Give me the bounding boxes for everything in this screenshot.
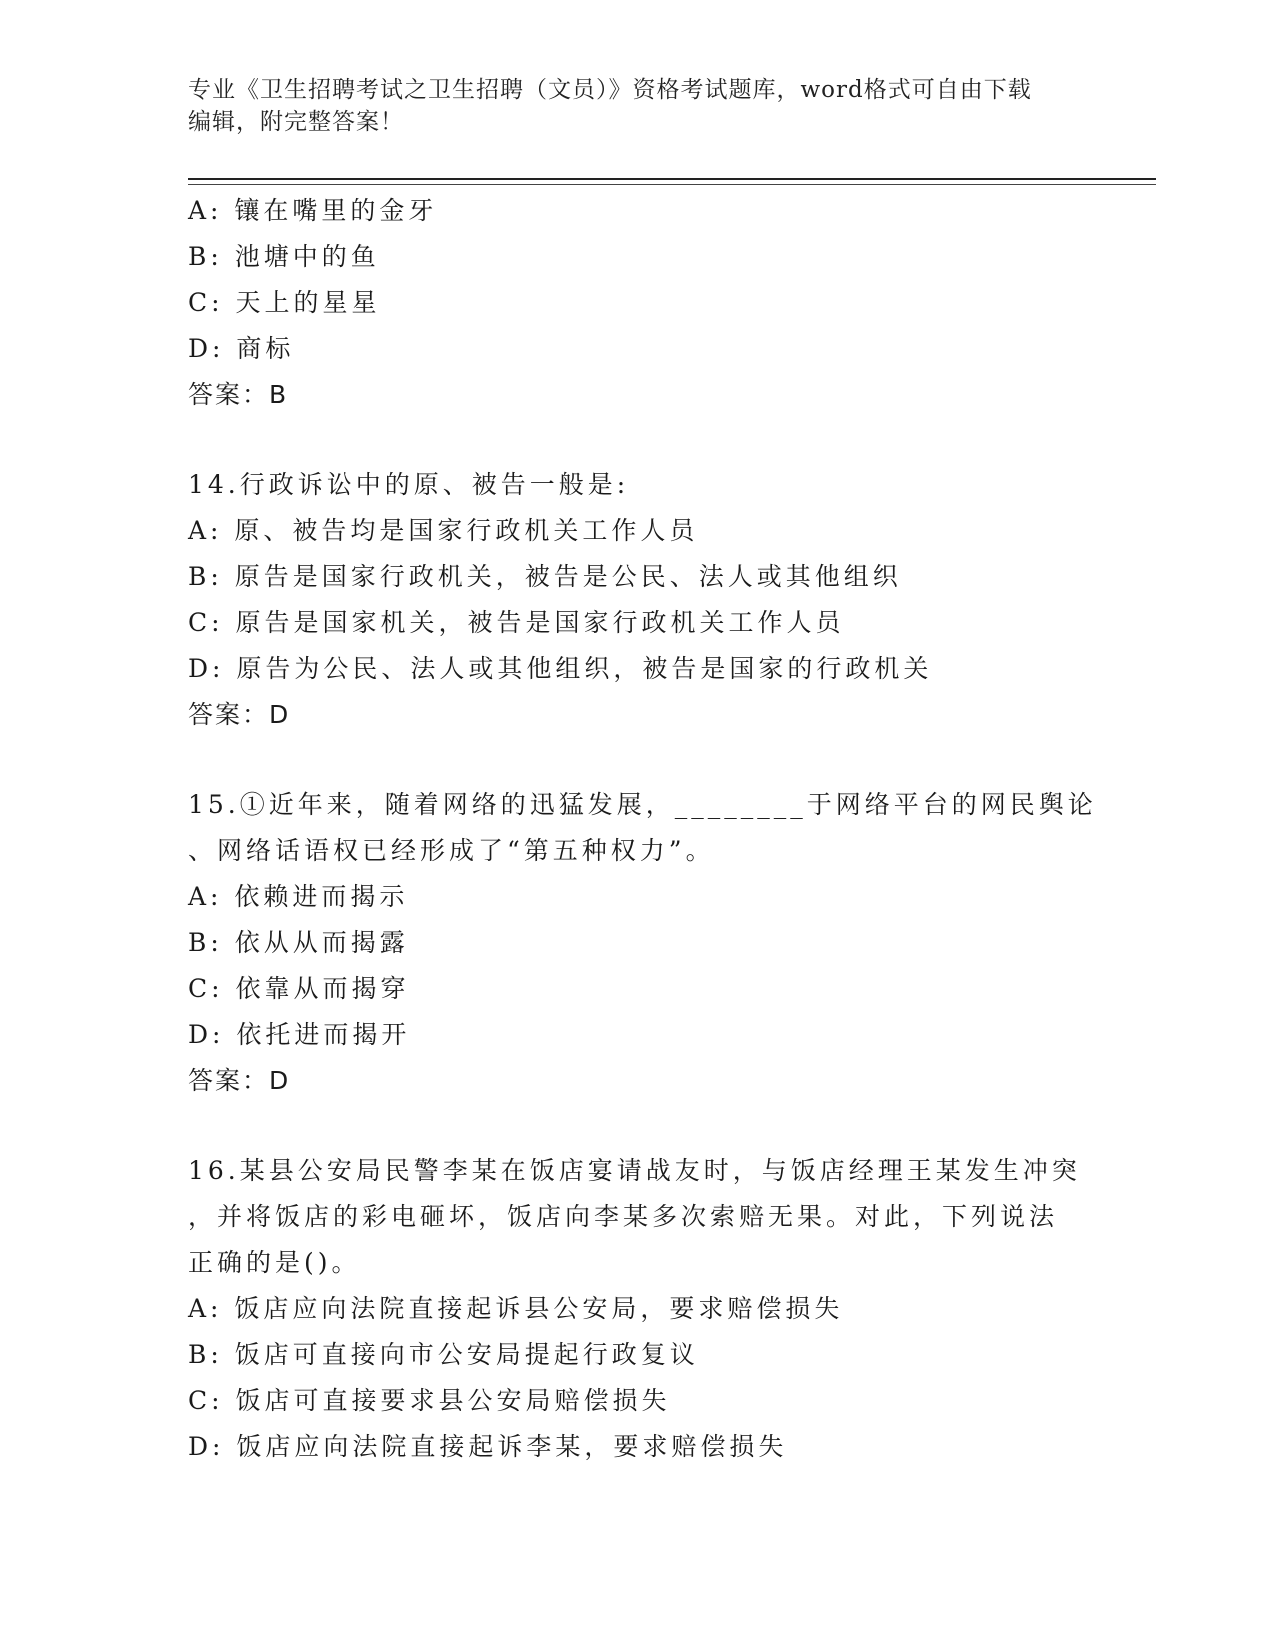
option-d: D: 商标 <box>188 334 295 363</box>
question-stem-line: 正确的是()。 <box>188 1248 361 1277</box>
answer-label: 答案：B <box>188 380 289 409</box>
option-d: D: 饭店应向法院直接起诉李某，要求赔偿损失 <box>188 1432 788 1461</box>
question-stem <box>188 462 1088 508</box>
question-stem-line: 14.行政诉讼中的原、被告一般是: <box>188 470 630 499</box>
question-13-continued <box>188 188 1088 418</box>
option-b: B: 池塘中的鱼 <box>188 242 380 271</box>
question-stem-line: 16.某县公安局民警李某在饭店宴请战友时，与饭店经理王某发生冲突 <box>188 1156 1081 1185</box>
header-title-line-1: 专业《卫生招聘考试之卫生招聘（文员）》资格考试题库，word格式可自由下载 <box>188 77 1032 103</box>
header-title-line-2: 编辑，附完整答案！ <box>188 109 404 135</box>
header-divider-thick <box>188 178 1156 180</box>
option-a: A: 饭店应向法院直接起诉县公安局，要求赔偿损失 <box>188 1294 844 1323</box>
document-header <box>188 74 1088 138</box>
question-stem-line: 15.①近年来，随着网络的迅猛发展，________于网络平台的网民舆论 <box>188 790 1097 819</box>
question-14 <box>188 462 1088 738</box>
option-d: D: 原告为公民、法人或其他组织，被告是国家的行政机关 <box>188 654 933 683</box>
question-stem-line: ，并将饭店的彩电砸坏，饭店向李某多次索赔无果。对此，下列说法 <box>188 1202 1059 1231</box>
option-b: B: 原告是国家行政机关，被告是公民、法人或其他组织 <box>188 562 902 591</box>
option-c: C: 饭店可直接要求县公安局赔偿损失 <box>188 1386 671 1415</box>
option-c: C: 依靠从而揭穿 <box>188 974 410 1003</box>
question-16 <box>188 1148 1088 1470</box>
answer-label: 答案：D <box>188 1066 291 1095</box>
option-a: A: 原、被告均是国家行政机关工作人员 <box>188 516 699 545</box>
question-15 <box>188 782 1097 1104</box>
option-a: A: 镶在嘴里的金牙 <box>188 196 438 225</box>
question-stem-line: 、网络话语权已经形成了“第五种权力”。 <box>188 836 715 865</box>
option-b: B: 饭店可直接向市公安局提起行政复议 <box>188 1340 699 1369</box>
option-a: A: 依赖进而揭示 <box>188 882 409 911</box>
option-d: D: 依托进而揭开 <box>188 1020 411 1049</box>
header-divider-thin <box>188 184 1156 185</box>
option-b: B: 依从从而揭露 <box>188 928 409 957</box>
option-c: C: 天上的星星 <box>188 288 381 317</box>
answer-label: 答案：D <box>188 700 291 729</box>
option-c: C: 原告是国家机关，被告是国家行政机关工作人员 <box>188 608 845 637</box>
question-stem <box>188 782 1097 874</box>
question-stem <box>188 1148 1088 1286</box>
question-list <box>188 188 1097 1470</box>
